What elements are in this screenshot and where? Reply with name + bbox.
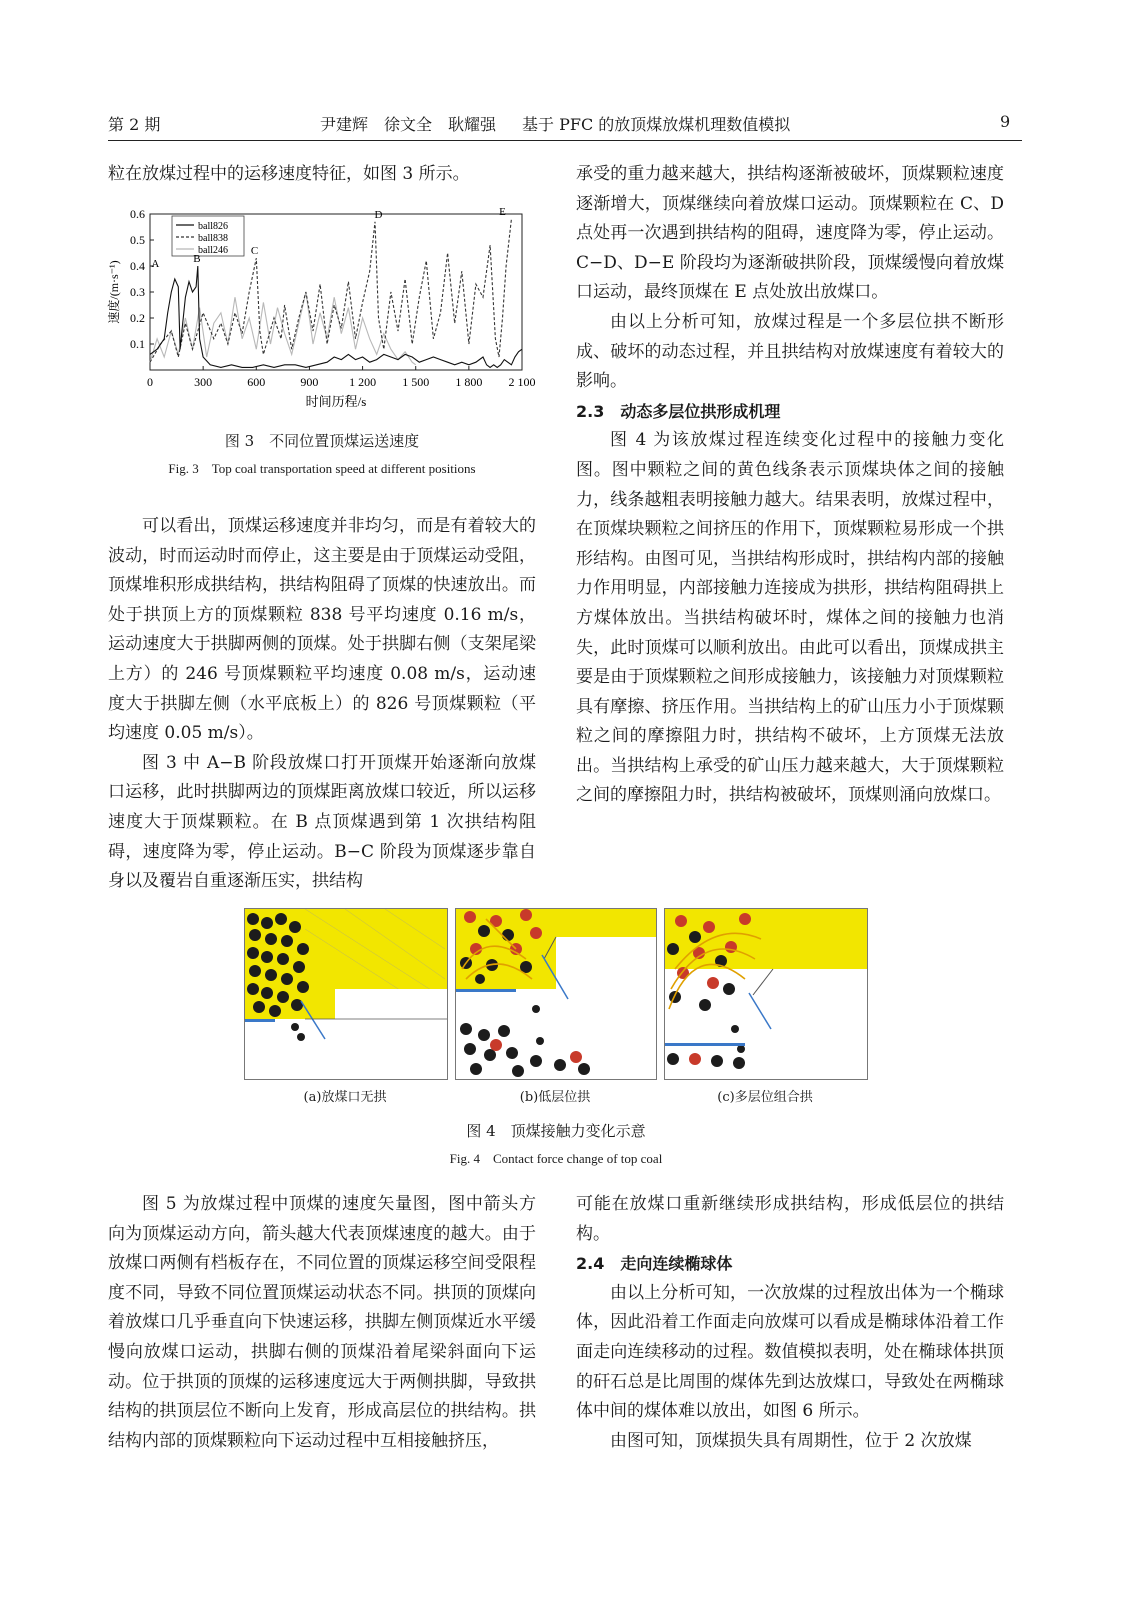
annotation-D: D xyxy=(374,208,383,221)
legend-label: ball246 xyxy=(198,245,228,256)
paragraph: 图 4 为该放煤过程连续变化过程中的接触力变化图。图中颗粒之间的黄色线条表示顶煤块体之间的接触力，线条越粗表明接触力越大。结果表明，放煤过程中，在顶煤块颗粒之间挤压的作用下，顶煤颗粒易形成一个拱形结构。由图可见，当拱结构形成时，拱结构内部的接触力作用明显，内部接触力连接成为拱形，拱结构阻碍拱上方煤体放出。当拱结构破坏时，煤体之间的接触力也消失，此时顶煤可以顺利放出。由此可以看出，顶煤成拱主要是由于顶煤颗粒之间形成接触力，该接触力对顶煤颗粒具有摩擦、挤压作用。当拱结构上的矿山压力小于顶煤颗粒之间的摩擦阻力时，拱结构不破坏，上方顶煤无法放出。当拱结构上承受的矿山压力越来越大，大于顶煤颗粒之间的摩擦阻力时，拱结构被破坏，顶煤则涌向放煤口。 xyxy=(576,430,1004,806)
left-column-middle xyxy=(108,512,536,897)
annotation-A: A xyxy=(151,258,160,271)
x-axis-label: 时间历程/s xyxy=(305,394,367,409)
x-tick-label: 1 800 xyxy=(455,375,483,389)
x-tick-label: 600 xyxy=(247,375,266,389)
figure-4a-image xyxy=(244,908,448,1080)
paragraph: 可以看出，顶煤运移速度并非均匀，而是有着较大的波动，时而运动时而停止，这主要是由于顶煤运动受阻，顶煤堆积形成拱结构，拱结构阻碍了顶煤的快速放出。而处于拱顶上方的顶煤颗粒 838 号平均速度 0.16 m/s，运动速度大于拱脚两侧的顶煤。处于拱脚右侧（支架尾梁上方）的 246 号顶煤颗粒平均速度 0.08 m/s，运动速度大于拱脚左侧（水平底板上）的 826 号顶煤颗粒（平均速度 0.05 m/s）。 xyxy=(108,516,536,744)
figure-3-chart xyxy=(100,196,540,420)
figure-3-caption-cn: 图 3 不同位置顶煤运送速度 xyxy=(224,432,420,450)
y-tick-label: 0.3 xyxy=(130,285,145,299)
x-tick-label: 1 200 xyxy=(349,375,377,389)
paragraph-continuation: 粒在放煤过程中的运移速度特征，如图 3 所示。 xyxy=(108,164,470,184)
figure-4c-caption: (c)多层位组合拱 xyxy=(717,1090,813,1105)
header-authors: 尹建辉 徐文全 耿耀强 xyxy=(320,115,497,134)
x-tick-label: 300 xyxy=(194,375,213,389)
series-line-ball246 xyxy=(150,292,416,365)
paragraph-continuation: 承受的重力越来越大，拱结构逐渐被破坏，顶煤颗粒速度逐渐增大，顶煤继续向着放煤口运动。顶煤颗粒在 C、D 点处再一次遇到拱结构的阻碍，速度降为零，停止运动。C−D、D−E 阶段均为逐渐破拱阶段，顶煤缓慢向着放煤口运动，最终顶煤在 E 点处放出放煤口。 xyxy=(576,164,1004,303)
y-tick-label: 0.4 xyxy=(130,259,145,273)
y-tick-label: 0.2 xyxy=(130,311,145,325)
paragraph: 由以上分析可知，一次放煤的过程放出体为一个椭球体，因此沿着工作面走向放煤可以看成是椭球体沿着工作面走向连续移动的过程。数值模拟表明，处在椭球体拱顶的矸石总是比周围的煤体先到达放煤口，导致处在两椭球体中间的煤体难以放出，如图 6 所示。 xyxy=(576,1282,1004,1422)
annotation-B: B xyxy=(193,253,201,265)
paragraph: 图 5 为放煤过程中顶煤的速度矢量图，图中箭头方向为顶煤运动方向，箭头越大代表顶煤速度的越大。由于放煤口两侧有档板存在，不同位置的顶煤运移空间受限程度不同，导致不同位置顶煤运动状态不同。拱顶的顶煤向着放煤口几乎垂直向下快速运移，拱脚左侧顶煤近水平缓慢向放煤口运动，拱脚右侧的顶煤沿着尾梁斜面向下运动。位于拱顶的顶煤的运移速度远大于两侧拱脚，导致拱结构的拱顶层位不断向上发育，形成高层位的拱结构。拱结构内部的顶煤颗粒向下运动过程中互相接触挤压， xyxy=(108,1194,536,1451)
journal-issue: 第 2 期 xyxy=(108,115,161,134)
x-tick-label: 0 xyxy=(147,375,153,389)
y-axis-label: 速度/(m·s⁻¹) xyxy=(107,260,121,324)
x-tick-label: 1 500 xyxy=(402,375,430,389)
annotation-E: E xyxy=(499,206,506,219)
paragraph: 由图可知，顶煤损失具有周期性，位于 2 次放煤 xyxy=(610,1430,972,1451)
paragraph-continuation: 可能在放煤口重新继续形成拱结构，形成低层位的拱结构。 xyxy=(576,1194,1004,1244)
figure-3-caption-en: Fig. 3 Top coal transportation speed at different positions xyxy=(168,461,476,476)
section-heading-2-3: 2.3 动态多层位拱形成机理 xyxy=(576,401,781,421)
figure-4-caption-en: Fig. 4 Contact force change of top coal xyxy=(449,1151,663,1166)
annotation-C: C xyxy=(250,245,259,258)
left-column-top xyxy=(108,160,536,190)
section-heading-2-4: 2.4 走向连续椭球体 xyxy=(576,1254,733,1274)
x-tick-label: 900 xyxy=(300,375,319,389)
figure-4-caption-cn: 图 4 顶煤接触力变化示意 xyxy=(466,1122,646,1140)
left-column-bottom xyxy=(108,1190,536,1456)
page-number: 9 xyxy=(1000,112,1011,131)
legend-label: ball838 xyxy=(198,233,228,244)
figure-4a-caption: (a)放煤口无拱 xyxy=(303,1090,387,1105)
y-tick-label: 0.6 xyxy=(130,207,145,221)
legend-label: ball826 xyxy=(198,221,228,232)
paragraph: 图 3 中 A−B 阶段放煤口打开顶煤开始逐渐向放煤口运移，此时拱脚两边的顶煤距离放煤口较近，所以运移速度大于顶煤颗粒。在 B 点顶煤遇到第 1 次拱结构阻碍，速度降为零，停止运动。B−C 阶段为顶煤逐步靠自身以及覆岩自重逐渐压实，拱结构 xyxy=(108,752,536,892)
y-tick-label: 0.1 xyxy=(130,337,145,351)
figure-4b-caption: (b)低层位拱 xyxy=(519,1090,591,1105)
paragraph: 由以上分析可知，放煤过程是一个多层位拱不断形成、破坏的动态过程，并且拱结构对放煤速度有着较大的影响。 xyxy=(576,311,1004,392)
y-tick-label: 0.5 xyxy=(130,233,145,247)
x-tick-label: 2 100 xyxy=(508,375,536,389)
header-title: 基于 PFC 的放顶煤放煤机理数值模拟 xyxy=(522,115,791,134)
right-column-top xyxy=(576,160,1004,811)
figure-4c-image xyxy=(664,908,868,1080)
right-column-bottom xyxy=(576,1190,1004,1456)
header-rule xyxy=(108,140,1022,141)
figure-4b-image xyxy=(455,908,657,1080)
